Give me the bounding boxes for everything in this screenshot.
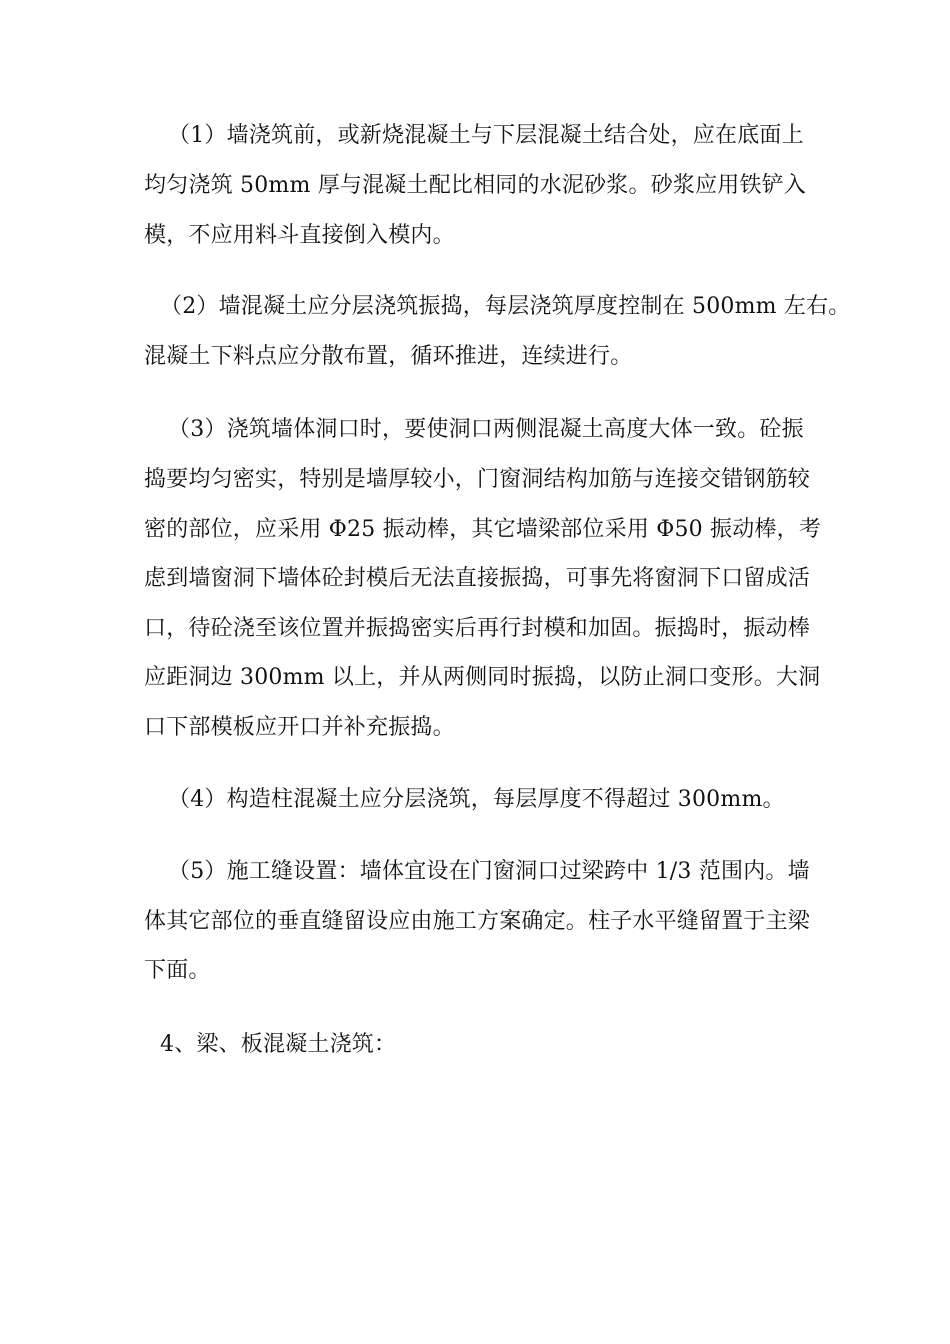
section-heading-text: 4、梁、板混凝土浇筑： <box>160 1032 397 1057</box>
paragraph-line: 口，待砼浇至该位置并振捣密实后再行封模和加固。振捣时，振动棒 <box>144 616 811 641</box>
paragraph-line: （3）浇筑墙体洞口时，要使洞口两侧混凝土高度大体一致。砼振 <box>168 417 804 442</box>
paragraph-line: （2）墙混凝土应分层浇筑振捣，每层浇筑厚度控制在 500mm 左右。 <box>160 294 851 319</box>
paragraph-line: 下面。 <box>144 958 211 983</box>
paragraph-line: 捣要均匀密实，特别是墙厚较小，门窗洞结构加筋与连接交错钢筋较 <box>144 467 811 492</box>
paragraph-line: 应距洞边 300mm 以上，并从两侧同时振捣，以防止洞口变形。大洞 <box>144 665 821 690</box>
paragraph-line: （1）墙浇筑前，或新烧混凝土与下层混凝土结合处，应在底面上 <box>168 123 804 148</box>
paragraph-line: （5）施工缝设置：墙体宜设在门窗洞口过梁跨中 1/3 范围内。墙 <box>168 859 810 884</box>
paragraph-line: 虑到墙窗洞下墙体砼封模后无法直接振捣，可事先将窗洞下口留成活 <box>144 566 811 591</box>
paragraph-line: 体其它部位的垂直缝留设应由施工方案确定。柱子水平缝留置于主梁 <box>144 909 811 934</box>
paragraph-line: 均匀浇筑 50mm 厚与混凝土配比相同的水泥砂浆。砂浆应用铁铲入 <box>144 173 807 198</box>
paragraph-line: 模，不应用料斗直接倒入模内。 <box>144 223 455 248</box>
paragraph-line: 混凝土下料点应分散布置，循环推进，连续进行。 <box>144 344 633 369</box>
paragraph-line: 密的部位，应采用 Φ25 振动棒，其它墙梁部位采用 Φ50 振动棒，考 <box>144 517 822 542</box>
paragraph-line: （4）构造柱混凝土应分层浇筑，每层厚度不得超过 300mm。 <box>168 787 785 812</box>
paragraph-line: 口下部模板应开口并补充振捣。 <box>144 715 455 740</box>
